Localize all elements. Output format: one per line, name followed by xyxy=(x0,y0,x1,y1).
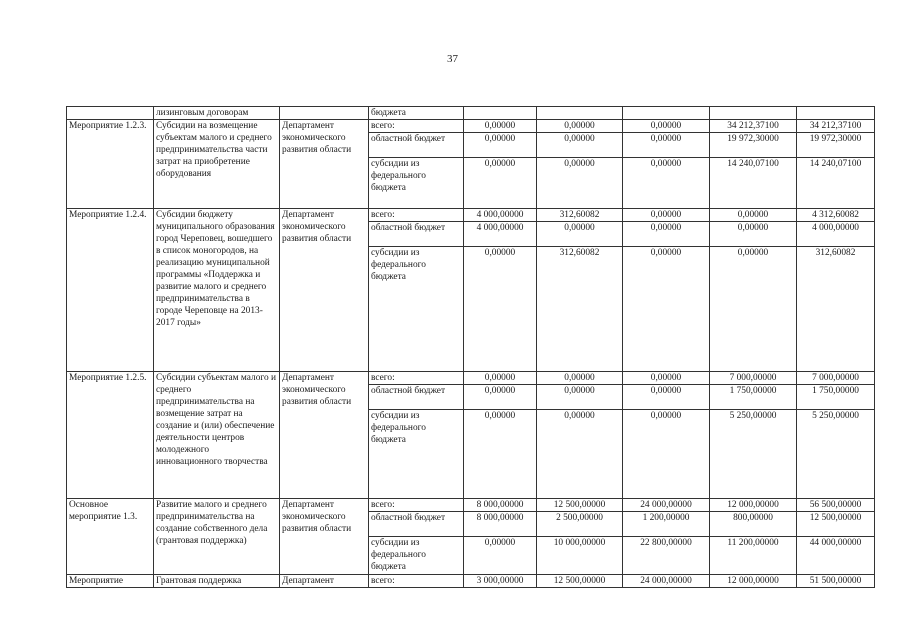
cell-value: 0,00000 xyxy=(623,209,710,222)
cell-value: 0,00000 xyxy=(537,372,623,385)
cell-value: 12 000,00000 xyxy=(710,499,797,512)
cell-value: 1 750,00000 xyxy=(797,385,875,410)
cell-value: 312,60082 xyxy=(537,209,623,222)
cell-title: лизинговым договорам xyxy=(154,107,280,120)
cell-value: 4 000,00000 xyxy=(464,209,537,222)
cell-source: областной бюджет xyxy=(369,133,464,158)
cell-code: Мероприятие xyxy=(67,575,154,588)
cell-source: областной бюджет xyxy=(369,222,464,247)
cell-executor: Департамент xyxy=(280,575,369,588)
cell-value: 800,00000 xyxy=(710,512,797,537)
cell-code: Мероприятие 1.2.3. xyxy=(67,120,154,209)
cell-title: Субсидии субъектам малого и среднего предпринимательства на возмещение затрат на создание и (или) обеспечение деятельности центров молодежного инновационного творчества xyxy=(154,372,280,499)
cell-value: 312,60082 xyxy=(537,247,623,372)
cell-code: Мероприятие 1.2.4. xyxy=(67,209,154,372)
cell-value: 0,00000 xyxy=(464,133,537,158)
cell-value: 0,00000 xyxy=(464,120,537,133)
cell-value: 0,00000 xyxy=(464,385,537,410)
cell-source: субсидии из федерального бюджета xyxy=(369,537,464,575)
cell-value: 0,00000 xyxy=(537,133,623,158)
cell-source: субсидии из федерального бюджета xyxy=(369,410,464,499)
cell-value: 0,00000 xyxy=(464,537,537,575)
cell-executor: Департамент экономического развития области xyxy=(280,120,369,209)
cell-value: 4 000,00000 xyxy=(464,222,537,247)
cell-value xyxy=(623,107,710,120)
cell-executor: Департамент экономического развития области xyxy=(280,499,369,575)
cell-value: 34 212,37100 xyxy=(797,120,875,133)
cell-title: Субсидии бюджету муниципального образования город Череповец, вошедшего в список моногородов, на реализацию муниципальной программы «Поддержка и развитие малого и среднего предпринимательства в городе Череповце на 2013-2017 годы» xyxy=(154,209,280,372)
cell-executor xyxy=(280,107,369,120)
cell-source: всего: xyxy=(369,120,464,133)
cell-value xyxy=(710,107,797,120)
cell-value: 8 000,00000 xyxy=(464,512,537,537)
cell-value: 0,00000 xyxy=(537,222,623,247)
cell-title: Субсидии на возмещение субъектам малого и среднего предпринимательства части затрат на приобретение оборудования xyxy=(154,120,280,209)
cell-value xyxy=(797,107,875,120)
cell-value: 1 200,00000 xyxy=(623,512,710,537)
cell-value: 56 500,00000 xyxy=(797,499,875,512)
cell-source: всего: xyxy=(369,372,464,385)
cell-value: 0,00000 xyxy=(623,222,710,247)
cell-executor: Департамент экономического развития области xyxy=(280,209,369,372)
cell-code xyxy=(67,107,154,120)
cell-value: 0,00000 xyxy=(464,158,537,209)
cell-value: 0,00000 xyxy=(537,385,623,410)
cell-value: 0,00000 xyxy=(623,385,710,410)
cell-value: 0,00000 xyxy=(464,410,537,499)
table-row xyxy=(67,575,875,588)
cell-value: 14 240,07100 xyxy=(710,158,797,209)
cell-value: 2 500,00000 xyxy=(537,512,623,537)
cell-value: 5 250,00000 xyxy=(797,410,875,499)
cell-value: 12 500,00000 xyxy=(537,499,623,512)
cell-source: всего: xyxy=(369,575,464,588)
cell-value: 0,00000 xyxy=(537,410,623,499)
cell-source: областной бюджет xyxy=(369,512,464,537)
cell-source: субсидии из федерального бюджета xyxy=(369,247,464,372)
cell-value: 10 000,00000 xyxy=(537,537,623,575)
cell-value: 12 500,00000 xyxy=(537,575,623,588)
cell-value xyxy=(537,107,623,120)
cell-value: 0,00000 xyxy=(537,120,623,133)
cell-title: Развитие малого и среднего предпринимательства на создание собственного дела (грантовая поддержка) xyxy=(154,499,280,575)
cell-value xyxy=(464,107,537,120)
cell-value: 0,00000 xyxy=(710,209,797,222)
cell-value: 8 000,00000 xyxy=(464,499,537,512)
cell-value: 0,00000 xyxy=(623,410,710,499)
table-row xyxy=(67,120,875,133)
cell-value: 1 750,00000 xyxy=(710,385,797,410)
cell-value: 0,00000 xyxy=(537,158,623,209)
cell-value: 0,00000 xyxy=(623,158,710,209)
cell-source: субсидии из федерального бюджета xyxy=(369,158,464,209)
table-row xyxy=(67,107,875,120)
budget-table xyxy=(66,106,875,588)
cell-source: всего: xyxy=(369,209,464,222)
cell-value: 0,00000 xyxy=(623,247,710,372)
cell-value: 7 000,00000 xyxy=(710,372,797,385)
table-row xyxy=(67,209,875,222)
cell-value: 312,60082 xyxy=(797,247,875,372)
cell-value: 12 000,00000 xyxy=(710,575,797,588)
cell-value: 0,00000 xyxy=(623,372,710,385)
cell-code: Основное мероприятие 1.3. xyxy=(67,499,154,575)
cell-value: 0,00000 xyxy=(623,120,710,133)
cell-value: 24 000,00000 xyxy=(623,499,710,512)
cell-value: 11 200,00000 xyxy=(710,537,797,575)
cell-value: 19 972,30000 xyxy=(710,133,797,158)
cell-value: 22 800,00000 xyxy=(623,537,710,575)
cell-value: 4 312,60082 xyxy=(797,209,875,222)
cell-source: областной бюджет xyxy=(369,385,464,410)
page-number: 37 xyxy=(447,53,458,65)
cell-value: 24 000,00000 xyxy=(623,575,710,588)
cell-value: 0,00000 xyxy=(710,247,797,372)
cell-value: 14 240,07100 xyxy=(797,158,875,209)
cell-value: 3 000,00000 xyxy=(464,575,537,588)
cell-value: 0,00000 xyxy=(710,222,797,247)
cell-title: Грантовая поддержка xyxy=(154,575,280,588)
cell-code: Мероприятие 1.2.5. xyxy=(67,372,154,499)
cell-value: 12 500,00000 xyxy=(797,512,875,537)
cell-value: 4 000,00000 xyxy=(797,222,875,247)
cell-value: 51 500,00000 xyxy=(797,575,875,588)
cell-value: 34 212,37100 xyxy=(710,120,797,133)
cell-value: 44 000,00000 xyxy=(797,537,875,575)
cell-value: 0,00000 xyxy=(464,247,537,372)
cell-value: 0,00000 xyxy=(623,133,710,158)
cell-value: 5 250,00000 xyxy=(710,410,797,499)
cell-value: 7 000,00000 xyxy=(797,372,875,385)
cell-source: бюджета xyxy=(369,107,464,120)
cell-value: 0,00000 xyxy=(464,372,537,385)
cell-executor: Департамент экономического развития области xyxy=(280,372,369,499)
table-row xyxy=(67,499,875,512)
cell-source: всего: xyxy=(369,499,464,512)
cell-value: 19 972,30000 xyxy=(797,133,875,158)
table-row xyxy=(67,372,875,385)
